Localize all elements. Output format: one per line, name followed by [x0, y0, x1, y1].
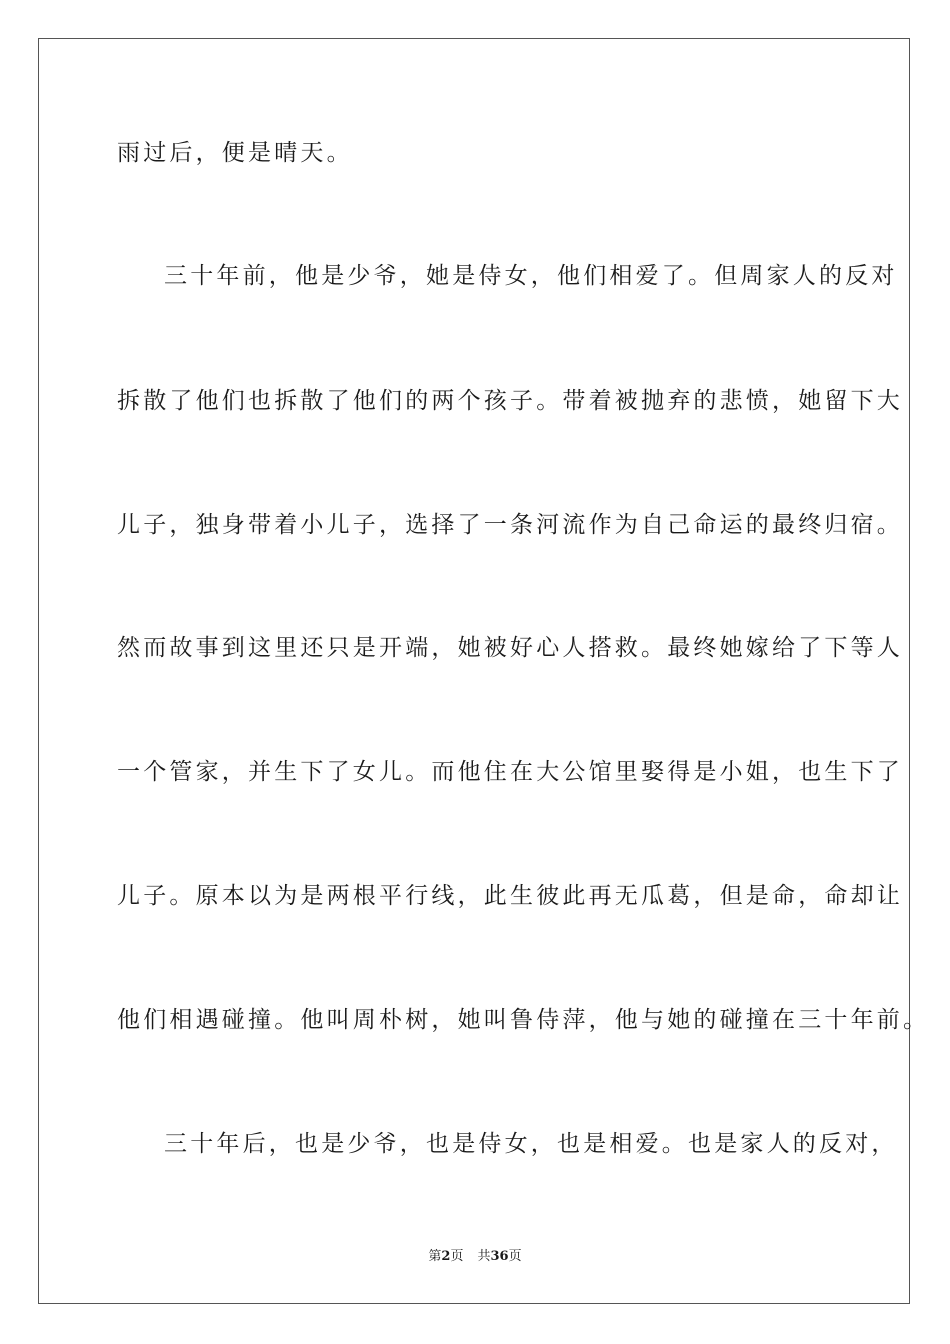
- text-line-9: 三十年后，也是少爷，也是侍女，也是相爱。也是家人的反对，: [164, 1131, 898, 1157]
- total-pages: 36: [490, 1249, 509, 1264]
- total-prefix: 共: [477, 1249, 491, 1264]
- text-line-6: 一个管家，并生下了女儿。而他住在大公馆里娶得是小姐，也生下了: [117, 759, 903, 785]
- page-border: [38, 38, 930, 1304]
- text-line-7: 儿子。原本以为是两根平行线，此生彼此再无瓜葛，但是命，命却让: [117, 883, 903, 909]
- page-suffix: 页: [450, 1249, 464, 1264]
- text-line-2: 三十年前，他是少爷，她是侍女，他们相爱了。但周家人的反对: [164, 263, 898, 289]
- text-line-5: 然而故事到这里还只是开端，她被好心人搭救。最终她嫁给了下等人: [117, 635, 903, 661]
- page-footer: [0, 1249, 950, 1265]
- text-line-8: 他们相遇碰撞。他叫周朴树，她叫鲁侍萍，他与她的碰撞在三十年前。: [117, 1007, 930, 1033]
- page-number: 2: [441, 1249, 451, 1264]
- page-prefix: 第: [428, 1249, 442, 1264]
- text-line-4: 儿子，独身带着小儿子，选择了一条河流作为自己命运的最终归宿。: [117, 512, 903, 538]
- text-line-1: 雨过后，便是晴天。: [117, 140, 353, 166]
- total-suffix: 页: [508, 1249, 522, 1264]
- text-line-3: 拆散了他们也拆散了他们的两个孩子。带着被抛弃的悲愤，她留下大: [117, 388, 903, 414]
